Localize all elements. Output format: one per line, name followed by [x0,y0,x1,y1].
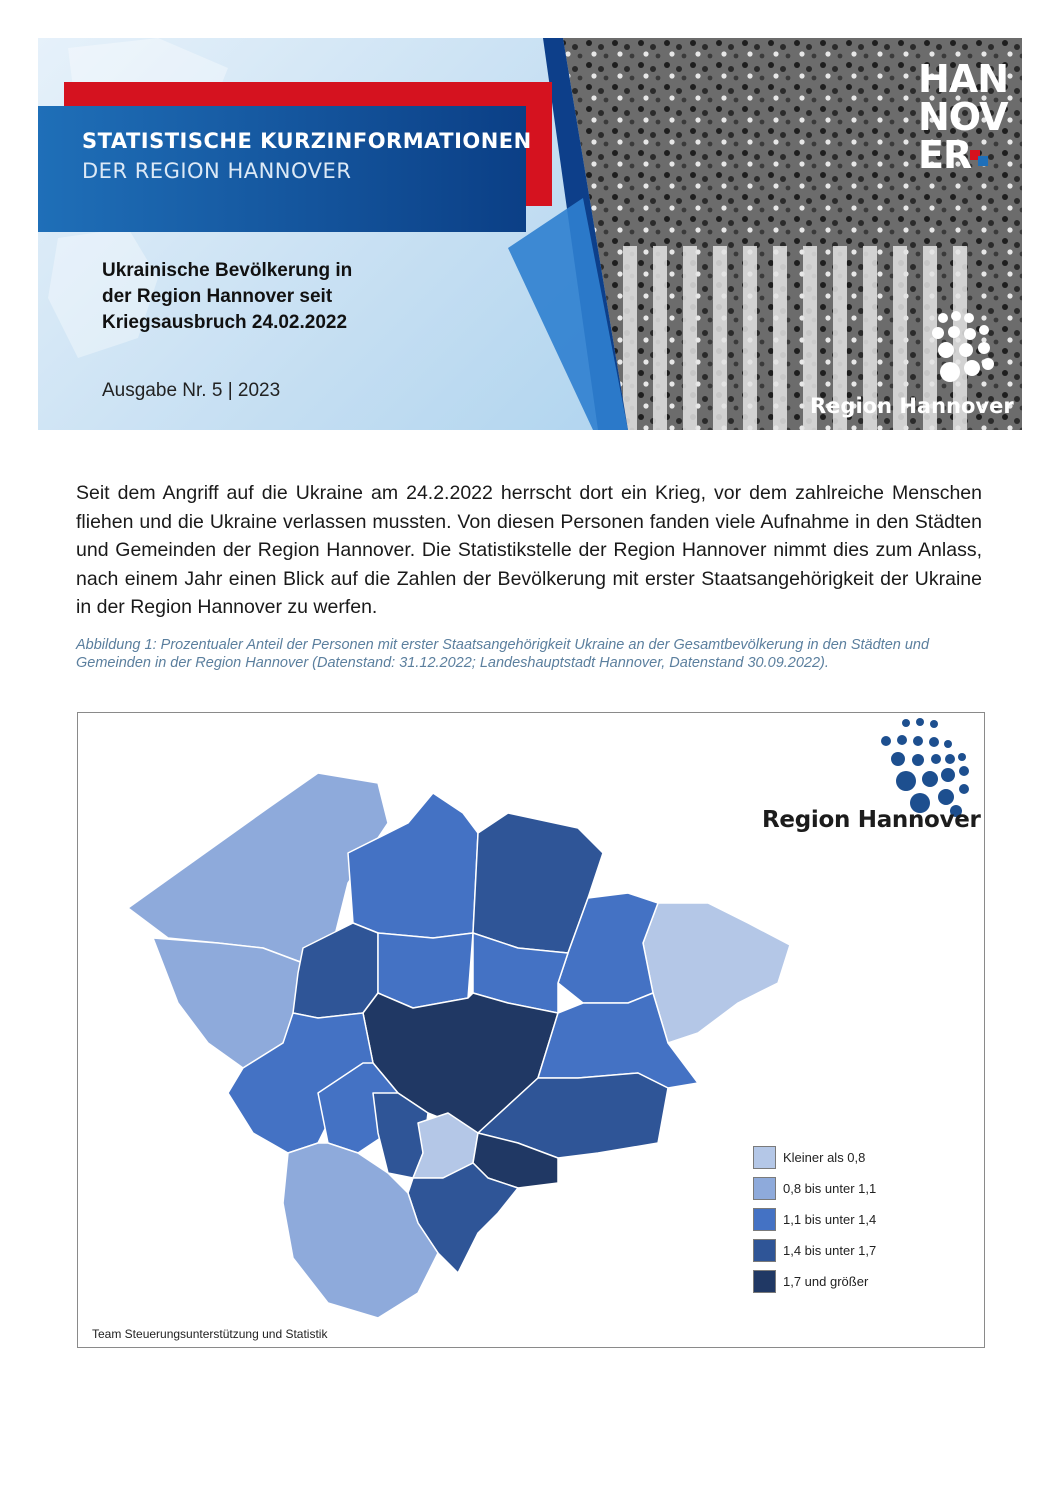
map-logo-dots [881,718,969,817]
legend-swatch [753,1239,776,1262]
issue-number: Ausgabe Nr. 5 | 2023 [102,380,281,401]
title-line: der Region Hannover seit [102,286,333,307]
legend-label: Kleiner als 0,8 [783,1150,866,1165]
map-region [378,933,473,1008]
logo-line: NOV [918,95,1008,139]
logo-line: ER [918,133,972,177]
map-region-logo-text: Region Hannover [762,807,981,833]
map-credit: Team Steuerungsunterstützung und Statistik [92,1327,328,1341]
legend-swatch [753,1270,776,1293]
legend-swatch [753,1146,776,1169]
title-line: Ukrainische Bevölkerung in [102,260,353,281]
intro-paragraph: Seit dem Angriff auf die Ukraine am 24.2.2022 herrscht dort ein Krieg, vor dem zahlreiche Menschen fliehen und die Ukraine verlassen mussten. Von diesen Personen fanden viele Aufnahme in den Städten und Gemeinden der Region Hannover. Die Statistikstelle der Region Hannover nimmt dies zum Anlass, nach einem Jahr einen Blick auf die Zahlen der Bevölkerung mit erster Staatsangehörigkeit der Ukraine in der Region Hannover zu werfen. [76,482,982,619]
logo-line: HAN [918,57,1009,101]
map-region [643,903,790,1043]
title-line: Kriegsausbruch 24.02.2022 [102,312,348,333]
hannover-city-logo [918,57,1009,177]
choropleth-map [77,712,985,1348]
legend-swatch [753,1208,776,1231]
document-title [102,258,352,336]
series-subtitle: DER REGION HANNOVER [82,159,352,183]
legend-label: 1,1 bis unter 1,4 [783,1212,877,1227]
legend-label: 0,8 bis unter 1,1 [783,1181,877,1196]
banner-graphic [38,38,1022,430]
legend-label: 1,4 bis unter 1,7 [783,1243,877,1258]
header-banner [38,38,1022,430]
legend-swatch [753,1177,776,1200]
region-watermark: Region Hannover [810,394,1014,418]
figure-caption: Abbildung 1: Prozentualer Anteil der Personen mit erster Staatsangehörigkeit Ukraine an der Gesamtbevölkerung in den Städten und Gemeinden in der Region Hannover (Datenstand: 31.12.2022; Landeshauptstadt Hannover, Datenstand 30.09.2022). [76,637,930,671]
legend-label: 1,7 und größer [783,1274,869,1289]
series-title: STATISTISCHE KURZINFORMATIONEN [82,129,532,153]
